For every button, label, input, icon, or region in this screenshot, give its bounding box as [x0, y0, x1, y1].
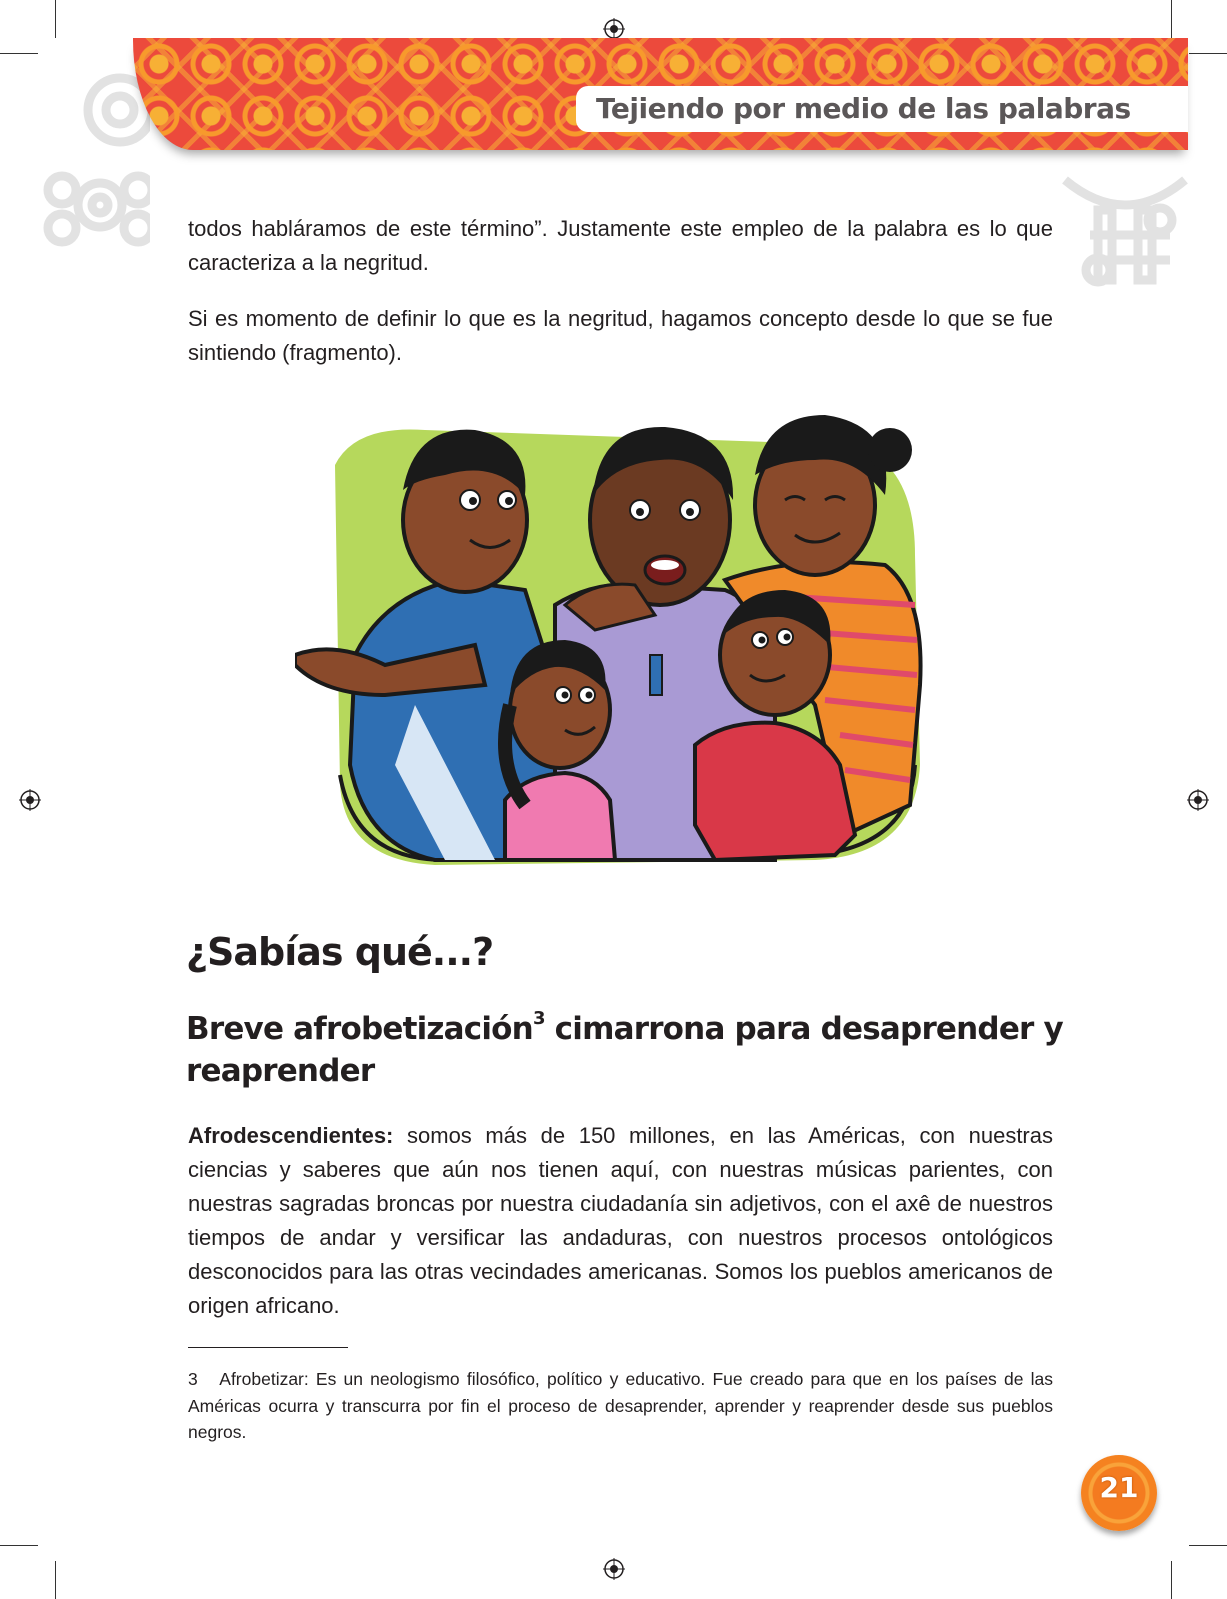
registration-mark-icon [603, 1558, 625, 1580]
header-title: Tejiendo por medio de las palabras [596, 92, 1131, 125]
subheading-text: cimarrona para desaprender y reaprender [186, 1011, 1063, 1089]
page-number: 21 [1099, 1471, 1139, 1504]
definition-text: somos más de 150 millones, en las Américas, con nuestras ciencias y saberes que aún nos tienen aquí, con nuestras músicas parientes, con nuestras sagradas broncas por nuestra ciudadanía sin adjetivos, con el axê de nuestros tiempos de andar y versificar las andaduras, con nuestros procesos ontológicos desconocidos para las otras vecindades americanas. Somos los pueblos americanos de origen africano. [188, 1123, 1053, 1318]
footnote-divider [188, 1347, 348, 1348]
definition-term: Afrodescendientes: [188, 1123, 394, 1148]
crop-mark [1189, 1545, 1227, 1546]
crop-mark [1171, 1561, 1172, 1599]
crop-mark [0, 53, 38, 54]
section-heading: ¿Sabías qué...? [186, 930, 494, 974]
footnote [188, 1366, 1053, 1446]
registration-mark-icon [19, 789, 41, 811]
footnote-text: Afrobetizar: Es un neologismo filosófico, político y educativo. Fue creado para que en los países de las Américas ocurra y transcurra por fin el proceso de desaprender, aprender y reaprender desde sus pueblos negros. [188, 1369, 1053, 1442]
footnote-number: 3 [188, 1369, 198, 1389]
definition-paragraph [188, 1119, 1053, 1323]
registration-mark-icon [603, 18, 625, 40]
crop-mark [55, 0, 56, 38]
adinkra-ornament-icon [40, 40, 150, 250]
adinkra-ornament-icon [1060, 140, 1190, 300]
crop-mark [0, 1545, 38, 1546]
crop-mark [55, 1561, 56, 1599]
footnote-reference: 3 [532, 1007, 545, 1029]
crop-mark [1171, 0, 1172, 38]
registration-mark-icon [1187, 789, 1209, 811]
family-illustration [295, 405, 945, 875]
crop-mark [1189, 53, 1227, 54]
section-subheading [186, 1008, 1086, 1092]
subheading-text: Breve afrobetización [186, 1011, 533, 1047]
body-paragraph: Si es momento de definir lo que es la negritud, hagamos concepto desde lo que se fue sintiendo (fragmento). [188, 306, 1053, 365]
body-paragraph: todos habláramos de este término”. Justamente este empleo de la palabra es lo que caracteriza a la negritud. [188, 216, 1053, 275]
